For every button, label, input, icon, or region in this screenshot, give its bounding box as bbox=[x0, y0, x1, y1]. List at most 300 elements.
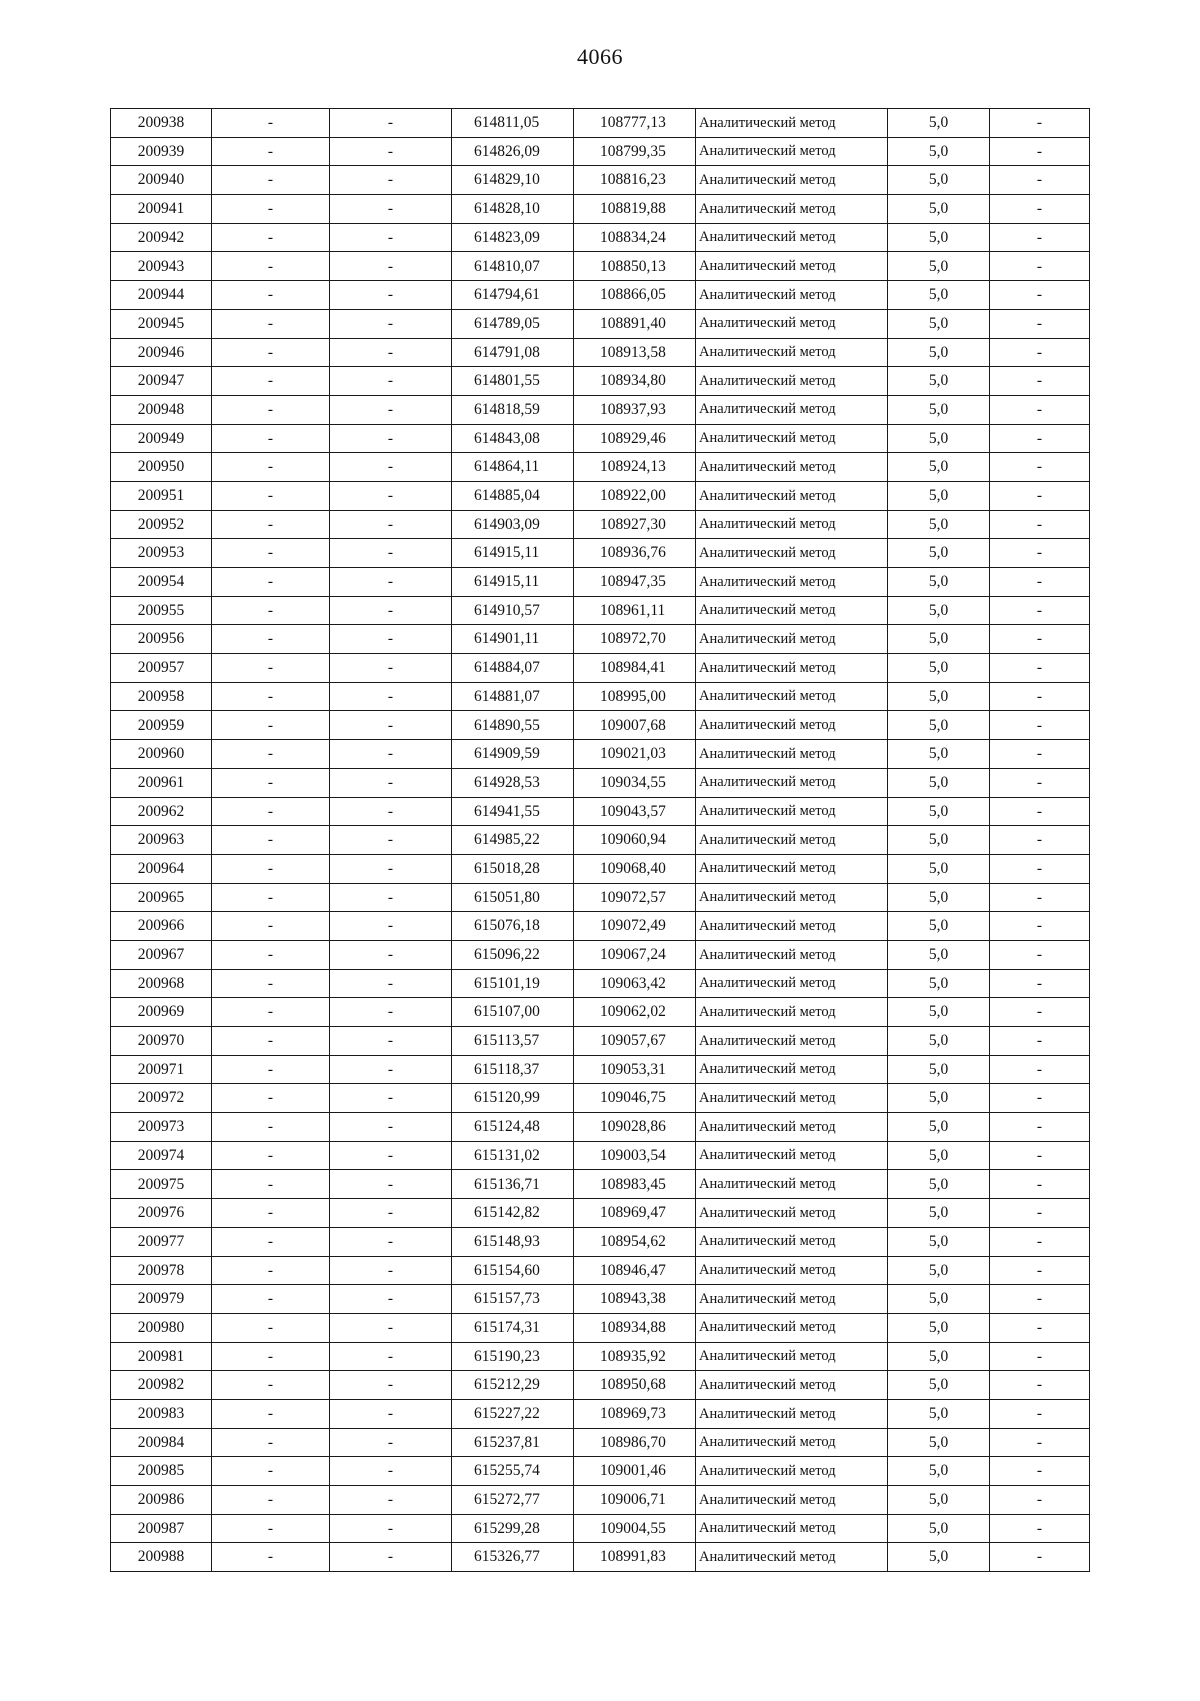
y-coordinate-cell: 108850,13 bbox=[574, 252, 696, 281]
method-cell: Аналитический метод bbox=[696, 424, 888, 453]
y-coordinate-cell: 109034,55 bbox=[574, 768, 696, 797]
y-coordinate-cell: 108935,92 bbox=[574, 1342, 696, 1371]
table-row bbox=[111, 510, 1090, 539]
accuracy-cell: 5,0 bbox=[888, 740, 990, 769]
point-number-cell: 200956 bbox=[111, 625, 212, 654]
x-coordinate-cell: 615255,74 bbox=[452, 1457, 574, 1486]
accuracy-cell: 5,0 bbox=[888, 568, 990, 597]
note-cell: - bbox=[990, 481, 1090, 510]
y-coordinate-cell: 108777,13 bbox=[574, 109, 696, 138]
x-coordinate-cell: 614884,07 bbox=[452, 654, 574, 683]
accuracy-cell: 5,0 bbox=[888, 1486, 990, 1515]
empty-dash-cell: - bbox=[212, 1313, 330, 1342]
table-row bbox=[111, 940, 1090, 969]
empty-dash-cell: - bbox=[330, 768, 452, 797]
x-coordinate-cell: 615148,93 bbox=[452, 1227, 574, 1256]
point-number-cell: 200946 bbox=[111, 338, 212, 367]
method-cell: Аналитический метод bbox=[696, 625, 888, 654]
accuracy-cell: 5,0 bbox=[888, 1256, 990, 1285]
note-cell: - bbox=[990, 137, 1090, 166]
x-coordinate-cell: 615120,99 bbox=[452, 1084, 574, 1113]
y-coordinate-cell: 108986,70 bbox=[574, 1428, 696, 1457]
y-coordinate-cell: 108991,83 bbox=[574, 1543, 696, 1572]
table-row bbox=[111, 998, 1090, 1027]
method-cell: Аналитический метод bbox=[696, 826, 888, 855]
empty-dash-cell: - bbox=[212, 883, 330, 912]
empty-dash-cell: - bbox=[330, 395, 452, 424]
empty-dash-cell: - bbox=[212, 510, 330, 539]
table-row bbox=[111, 768, 1090, 797]
note-cell: - bbox=[990, 625, 1090, 654]
accuracy-cell: 5,0 bbox=[888, 1084, 990, 1113]
empty-dash-cell: - bbox=[212, 395, 330, 424]
point-number-cell: 200982 bbox=[111, 1371, 212, 1400]
point-number-cell: 200955 bbox=[111, 596, 212, 625]
note-cell: - bbox=[990, 969, 1090, 998]
point-number-cell: 200958 bbox=[111, 682, 212, 711]
method-cell: Аналитический метод bbox=[696, 883, 888, 912]
empty-dash-cell: - bbox=[330, 338, 452, 367]
method-cell: Аналитический метод bbox=[696, 137, 888, 166]
accuracy-cell: 5,0 bbox=[888, 940, 990, 969]
x-coordinate-cell: 614811,05 bbox=[452, 109, 574, 138]
empty-dash-cell: - bbox=[212, 1027, 330, 1056]
table-row bbox=[111, 252, 1090, 281]
table-row bbox=[111, 1543, 1090, 1572]
empty-dash-cell: - bbox=[212, 682, 330, 711]
table-row bbox=[111, 797, 1090, 826]
empty-dash-cell: - bbox=[330, 654, 452, 683]
table-row bbox=[111, 912, 1090, 941]
table-row bbox=[111, 854, 1090, 883]
empty-dash-cell: - bbox=[330, 883, 452, 912]
y-coordinate-cell: 108937,93 bbox=[574, 395, 696, 424]
empty-dash-cell: - bbox=[212, 1227, 330, 1256]
x-coordinate-cell: 614828,10 bbox=[452, 195, 574, 224]
method-cell: Аналитический метод bbox=[696, 1371, 888, 1400]
method-cell: Аналитический метод bbox=[696, 223, 888, 252]
point-number-cell: 200960 bbox=[111, 740, 212, 769]
y-coordinate-cell: 108969,73 bbox=[574, 1399, 696, 1428]
accuracy-cell: 5,0 bbox=[888, 395, 990, 424]
point-number-cell: 200988 bbox=[111, 1543, 212, 1572]
y-coordinate-cell: 109001,46 bbox=[574, 1457, 696, 1486]
y-coordinate-cell: 109060,94 bbox=[574, 826, 696, 855]
empty-dash-cell: - bbox=[212, 969, 330, 998]
note-cell: - bbox=[990, 510, 1090, 539]
empty-dash-cell: - bbox=[212, 539, 330, 568]
note-cell: - bbox=[990, 1514, 1090, 1543]
empty-dash-cell: - bbox=[330, 568, 452, 597]
accuracy-cell: 5,0 bbox=[888, 1514, 990, 1543]
table-row bbox=[111, 740, 1090, 769]
point-number-cell: 200980 bbox=[111, 1313, 212, 1342]
x-coordinate-cell: 614829,10 bbox=[452, 166, 574, 195]
note-cell: - bbox=[990, 1428, 1090, 1457]
table-row bbox=[111, 883, 1090, 912]
table-row bbox=[111, 481, 1090, 510]
empty-dash-cell: - bbox=[330, 367, 452, 396]
table-row bbox=[111, 654, 1090, 683]
x-coordinate-cell: 614864,11 bbox=[452, 453, 574, 482]
x-coordinate-cell: 615299,28 bbox=[452, 1514, 574, 1543]
empty-dash-cell: - bbox=[330, 1055, 452, 1084]
accuracy-cell: 5,0 bbox=[888, 481, 990, 510]
y-coordinate-cell: 108961,11 bbox=[574, 596, 696, 625]
accuracy-cell: 5,0 bbox=[888, 1055, 990, 1084]
y-coordinate-cell: 109053,31 bbox=[574, 1055, 696, 1084]
accuracy-cell: 5,0 bbox=[888, 137, 990, 166]
x-coordinate-cell: 615076,18 bbox=[452, 912, 574, 941]
y-coordinate-cell: 108950,68 bbox=[574, 1371, 696, 1400]
y-coordinate-cell: 108929,46 bbox=[574, 424, 696, 453]
point-number-cell: 200973 bbox=[111, 1113, 212, 1142]
method-cell: Аналитический метод bbox=[696, 998, 888, 1027]
table-row bbox=[111, 1199, 1090, 1228]
empty-dash-cell: - bbox=[212, 1457, 330, 1486]
point-number-cell: 200939 bbox=[111, 137, 212, 166]
point-number-cell: 200985 bbox=[111, 1457, 212, 1486]
point-number-cell: 200962 bbox=[111, 797, 212, 826]
empty-dash-cell: - bbox=[330, 1428, 452, 1457]
empty-dash-cell: - bbox=[212, 1141, 330, 1170]
point-number-cell: 200981 bbox=[111, 1342, 212, 1371]
method-cell: Аналитический метод bbox=[696, 309, 888, 338]
empty-dash-cell: - bbox=[330, 424, 452, 453]
accuracy-cell: 5,0 bbox=[888, 424, 990, 453]
accuracy-cell: 5,0 bbox=[888, 1227, 990, 1256]
empty-dash-cell: - bbox=[212, 223, 330, 252]
empty-dash-cell: - bbox=[212, 1342, 330, 1371]
method-cell: Аналитический метод bbox=[696, 338, 888, 367]
empty-dash-cell: - bbox=[330, 1486, 452, 1515]
accuracy-cell: 5,0 bbox=[888, 1027, 990, 1056]
point-number-cell: 200974 bbox=[111, 1141, 212, 1170]
method-cell: Аналитический метод bbox=[696, 1285, 888, 1314]
point-number-cell: 200964 bbox=[111, 854, 212, 883]
x-coordinate-cell: 615272,77 bbox=[452, 1486, 574, 1515]
method-cell: Аналитический метод bbox=[696, 453, 888, 482]
note-cell: - bbox=[990, 1084, 1090, 1113]
point-number-cell: 200967 bbox=[111, 940, 212, 969]
method-cell: Аналитический метод bbox=[696, 1313, 888, 1342]
empty-dash-cell: - bbox=[212, 281, 330, 310]
accuracy-cell: 5,0 bbox=[888, 1457, 990, 1486]
note-cell: - bbox=[990, 998, 1090, 1027]
y-coordinate-cell: 108969,47 bbox=[574, 1199, 696, 1228]
empty-dash-cell: - bbox=[330, 252, 452, 281]
table-row bbox=[111, 109, 1090, 138]
note-cell: - bbox=[990, 338, 1090, 367]
note-cell: - bbox=[990, 195, 1090, 224]
empty-dash-cell: - bbox=[212, 940, 330, 969]
note-cell: - bbox=[990, 1141, 1090, 1170]
empty-dash-cell: - bbox=[212, 1170, 330, 1199]
method-cell: Аналитический метод bbox=[696, 252, 888, 281]
table-row bbox=[111, 195, 1090, 224]
x-coordinate-cell: 614903,09 bbox=[452, 510, 574, 539]
point-number-cell: 200944 bbox=[111, 281, 212, 310]
note-cell: - bbox=[990, 797, 1090, 826]
note-cell: - bbox=[990, 1055, 1090, 1084]
y-coordinate-cell: 108972,70 bbox=[574, 625, 696, 654]
empty-dash-cell: - bbox=[212, 195, 330, 224]
y-coordinate-cell: 108984,41 bbox=[574, 654, 696, 683]
empty-dash-cell: - bbox=[330, 281, 452, 310]
empty-dash-cell: - bbox=[212, 1514, 330, 1543]
empty-dash-cell: - bbox=[212, 424, 330, 453]
y-coordinate-cell: 109067,24 bbox=[574, 940, 696, 969]
accuracy-cell: 5,0 bbox=[888, 1371, 990, 1400]
note-cell: - bbox=[990, 682, 1090, 711]
accuracy-cell: 5,0 bbox=[888, 338, 990, 367]
y-coordinate-cell: 108913,58 bbox=[574, 338, 696, 367]
y-coordinate-cell: 108816,23 bbox=[574, 166, 696, 195]
accuracy-cell: 5,0 bbox=[888, 109, 990, 138]
x-coordinate-cell: 614810,07 bbox=[452, 252, 574, 281]
table-row bbox=[111, 1055, 1090, 1084]
method-cell: Аналитический метод bbox=[696, 711, 888, 740]
accuracy-cell: 5,0 bbox=[888, 654, 990, 683]
method-cell: Аналитический метод bbox=[696, 481, 888, 510]
point-number-cell: 200972 bbox=[111, 1084, 212, 1113]
y-coordinate-cell: 109003,54 bbox=[574, 1141, 696, 1170]
point-number-cell: 200979 bbox=[111, 1285, 212, 1314]
x-coordinate-cell: 615212,29 bbox=[452, 1371, 574, 1400]
accuracy-cell: 5,0 bbox=[888, 1543, 990, 1572]
note-cell: - bbox=[990, 395, 1090, 424]
y-coordinate-cell: 109004,55 bbox=[574, 1514, 696, 1543]
method-cell: Аналитический метод bbox=[696, 1055, 888, 1084]
empty-dash-cell: - bbox=[212, 338, 330, 367]
accuracy-cell: 5,0 bbox=[888, 223, 990, 252]
point-number-cell: 200963 bbox=[111, 826, 212, 855]
y-coordinate-cell: 109072,49 bbox=[574, 912, 696, 941]
empty-dash-cell: - bbox=[330, 740, 452, 769]
accuracy-cell: 5,0 bbox=[888, 883, 990, 912]
x-coordinate-cell: 615101,19 bbox=[452, 969, 574, 998]
table-row bbox=[111, 137, 1090, 166]
point-number-cell: 200940 bbox=[111, 166, 212, 195]
empty-dash-cell: - bbox=[212, 797, 330, 826]
method-cell: Аналитический метод bbox=[696, 1428, 888, 1457]
note-cell: - bbox=[990, 424, 1090, 453]
empty-dash-cell: - bbox=[330, 510, 452, 539]
empty-dash-cell: - bbox=[330, 309, 452, 338]
table-row bbox=[111, 166, 1090, 195]
x-coordinate-cell: 615118,37 bbox=[452, 1055, 574, 1084]
accuracy-cell: 5,0 bbox=[888, 768, 990, 797]
empty-dash-cell: - bbox=[330, 969, 452, 998]
x-coordinate-cell: 615154,60 bbox=[452, 1256, 574, 1285]
method-cell: Аналитический метод bbox=[696, 740, 888, 769]
method-cell: Аналитический метод bbox=[696, 1084, 888, 1113]
y-coordinate-cell: 109007,68 bbox=[574, 711, 696, 740]
note-cell: - bbox=[990, 367, 1090, 396]
note-cell: - bbox=[990, 1313, 1090, 1342]
point-number-cell: 200968 bbox=[111, 969, 212, 998]
note-cell: - bbox=[990, 912, 1090, 941]
method-cell: Аналитический метод bbox=[696, 1457, 888, 1486]
method-cell: Аналитический метод bbox=[696, 1342, 888, 1371]
y-coordinate-cell: 109068,40 bbox=[574, 854, 696, 883]
table-row bbox=[111, 826, 1090, 855]
empty-dash-cell: - bbox=[212, 1199, 330, 1228]
x-coordinate-cell: 615157,73 bbox=[452, 1285, 574, 1314]
empty-dash-cell: - bbox=[330, 1199, 452, 1228]
page-number: 4066 bbox=[577, 44, 623, 69]
empty-dash-cell: - bbox=[212, 998, 330, 1027]
x-coordinate-cell: 615136,71 bbox=[452, 1170, 574, 1199]
accuracy-cell: 5,0 bbox=[888, 1428, 990, 1457]
note-cell: - bbox=[990, 711, 1090, 740]
table-row bbox=[111, 223, 1090, 252]
table-row bbox=[111, 596, 1090, 625]
empty-dash-cell: - bbox=[330, 1084, 452, 1113]
empty-dash-cell: - bbox=[212, 1428, 330, 1457]
table-row bbox=[111, 682, 1090, 711]
x-coordinate-cell: 615107,00 bbox=[452, 998, 574, 1027]
x-coordinate-cell: 614890,55 bbox=[452, 711, 574, 740]
table-row bbox=[111, 1399, 1090, 1428]
empty-dash-cell: - bbox=[330, 1170, 452, 1199]
empty-dash-cell: - bbox=[212, 568, 330, 597]
accuracy-cell: 5,0 bbox=[888, 596, 990, 625]
y-coordinate-cell: 109062,02 bbox=[574, 998, 696, 1027]
note-cell: - bbox=[990, 940, 1090, 969]
table-row bbox=[111, 453, 1090, 482]
x-coordinate-cell: 614985,22 bbox=[452, 826, 574, 855]
point-number-cell: 200977 bbox=[111, 1227, 212, 1256]
x-coordinate-cell: 614791,08 bbox=[452, 338, 574, 367]
empty-dash-cell: - bbox=[330, 453, 452, 482]
empty-dash-cell: - bbox=[330, 166, 452, 195]
empty-dash-cell: - bbox=[212, 1543, 330, 1572]
accuracy-cell: 5,0 bbox=[888, 1399, 990, 1428]
empty-dash-cell: - bbox=[330, 481, 452, 510]
method-cell: Аналитический метод bbox=[696, 1170, 888, 1199]
x-coordinate-cell: 614826,09 bbox=[452, 137, 574, 166]
empty-dash-cell: - bbox=[330, 1313, 452, 1342]
method-cell: Аналитический метод bbox=[696, 395, 888, 424]
y-coordinate-cell: 108936,76 bbox=[574, 539, 696, 568]
method-cell: Аналитический метод bbox=[696, 568, 888, 597]
point-number-cell: 200951 bbox=[111, 481, 212, 510]
x-coordinate-cell: 614794,61 bbox=[452, 281, 574, 310]
table-row bbox=[111, 395, 1090, 424]
empty-dash-cell: - bbox=[212, 252, 330, 281]
y-coordinate-cell: 109043,57 bbox=[574, 797, 696, 826]
y-coordinate-cell: 108954,62 bbox=[574, 1227, 696, 1256]
note-cell: - bbox=[990, 1199, 1090, 1228]
point-number-cell: 200945 bbox=[111, 309, 212, 338]
method-cell: Аналитический метод bbox=[696, 940, 888, 969]
accuracy-cell: 5,0 bbox=[888, 367, 990, 396]
empty-dash-cell: - bbox=[330, 137, 452, 166]
point-number-cell: 200961 bbox=[111, 768, 212, 797]
note-cell: - bbox=[990, 109, 1090, 138]
x-coordinate-cell: 614909,59 bbox=[452, 740, 574, 769]
empty-dash-cell: - bbox=[330, 1514, 452, 1543]
note-cell: - bbox=[990, 826, 1090, 855]
y-coordinate-cell: 108891,40 bbox=[574, 309, 696, 338]
empty-dash-cell: - bbox=[330, 854, 452, 883]
empty-dash-cell: - bbox=[330, 1256, 452, 1285]
empty-dash-cell: - bbox=[212, 1486, 330, 1515]
table-body bbox=[111, 109, 1090, 1572]
empty-dash-cell: - bbox=[330, 223, 452, 252]
accuracy-cell: 5,0 bbox=[888, 1170, 990, 1199]
accuracy-cell: 5,0 bbox=[888, 682, 990, 711]
method-cell: Аналитический метод bbox=[696, 912, 888, 941]
y-coordinate-cell: 108995,00 bbox=[574, 682, 696, 711]
table-row bbox=[111, 1084, 1090, 1113]
point-number-cell: 200966 bbox=[111, 912, 212, 941]
method-cell: Аналитический метод bbox=[696, 969, 888, 998]
point-number-cell: 200952 bbox=[111, 510, 212, 539]
note-cell: - bbox=[990, 223, 1090, 252]
method-cell: Аналитический метод bbox=[696, 1199, 888, 1228]
x-coordinate-cell: 614801,55 bbox=[452, 367, 574, 396]
empty-dash-cell: - bbox=[330, 711, 452, 740]
x-coordinate-cell: 615113,57 bbox=[452, 1027, 574, 1056]
table-row bbox=[111, 625, 1090, 654]
method-cell: Аналитический метод bbox=[696, 510, 888, 539]
accuracy-cell: 5,0 bbox=[888, 1199, 990, 1228]
x-coordinate-cell: 615326,77 bbox=[452, 1543, 574, 1572]
x-coordinate-cell: 614941,55 bbox=[452, 797, 574, 826]
y-coordinate-cell: 108943,38 bbox=[574, 1285, 696, 1314]
point-number-cell: 200949 bbox=[111, 424, 212, 453]
point-number-cell: 200942 bbox=[111, 223, 212, 252]
x-coordinate-cell: 615227,22 bbox=[452, 1399, 574, 1428]
x-coordinate-cell: 614901,11 bbox=[452, 625, 574, 654]
empty-dash-cell: - bbox=[212, 711, 330, 740]
note-cell: - bbox=[990, 883, 1090, 912]
note-cell: - bbox=[990, 1256, 1090, 1285]
point-number-cell: 200975 bbox=[111, 1170, 212, 1199]
empty-dash-cell: - bbox=[212, 596, 330, 625]
note-cell: - bbox=[990, 768, 1090, 797]
point-number-cell: 200950 bbox=[111, 453, 212, 482]
table-row bbox=[111, 539, 1090, 568]
point-number-cell: 200957 bbox=[111, 654, 212, 683]
note-cell: - bbox=[990, 596, 1090, 625]
note-cell: - bbox=[990, 1399, 1090, 1428]
x-coordinate-cell: 614928,53 bbox=[452, 768, 574, 797]
empty-dash-cell: - bbox=[212, 1084, 330, 1113]
y-coordinate-cell: 109072,57 bbox=[574, 883, 696, 912]
empty-dash-cell: - bbox=[330, 1141, 452, 1170]
y-coordinate-cell: 109063,42 bbox=[574, 969, 696, 998]
point-number-cell: 200948 bbox=[111, 395, 212, 424]
note-cell: - bbox=[990, 654, 1090, 683]
empty-dash-cell: - bbox=[212, 1285, 330, 1314]
empty-dash-cell: - bbox=[330, 1543, 452, 1572]
accuracy-cell: 5,0 bbox=[888, 539, 990, 568]
note-cell: - bbox=[990, 453, 1090, 482]
x-coordinate-cell: 615018,28 bbox=[452, 854, 574, 883]
note-cell: - bbox=[990, 539, 1090, 568]
accuracy-cell: 5,0 bbox=[888, 854, 990, 883]
empty-dash-cell: - bbox=[212, 625, 330, 654]
empty-dash-cell: - bbox=[212, 1113, 330, 1142]
y-coordinate-cell: 109006,71 bbox=[574, 1486, 696, 1515]
empty-dash-cell: - bbox=[330, 797, 452, 826]
x-coordinate-cell: 615051,80 bbox=[452, 883, 574, 912]
point-number-cell: 200978 bbox=[111, 1256, 212, 1285]
y-coordinate-cell: 108834,24 bbox=[574, 223, 696, 252]
